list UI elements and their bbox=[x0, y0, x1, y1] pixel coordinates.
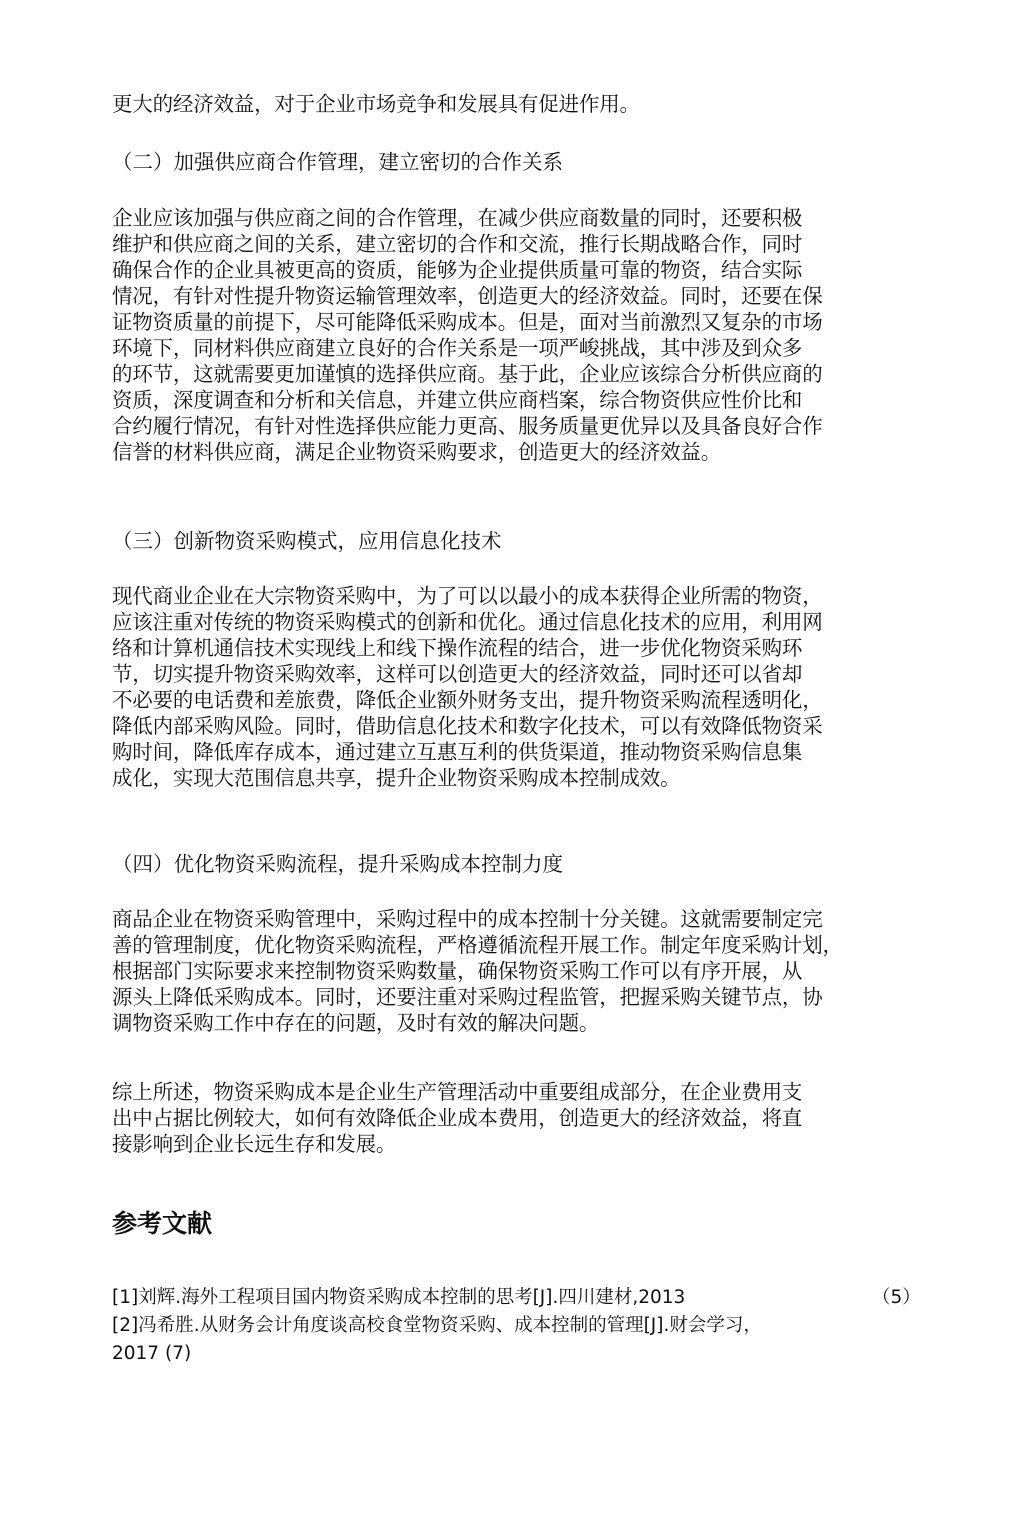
reference-item-continuation bbox=[112, 1340, 912, 1368]
section-heading-3: （三）创新物资采购模式，应用信息化技术 bbox=[112, 529, 502, 553]
section-paragraph-4 bbox=[112, 906, 843, 1036]
paragraph-line: 商品企业在物资采购管理中，采购过程中的成本控制十分关键。这就需要制定完 bbox=[112, 907, 823, 931]
paragraph-line: 资质，深度调查和分析和关信息，并建立供应商档案，综合物资供应性价比和 bbox=[112, 388, 803, 412]
paragraph-line: 现代商业企业在大宗物资采购中，为了可以以最小的成本获得企业所需的物资， bbox=[112, 584, 823, 608]
paragraph-line: 综上所述，物资采购成本是企业生产管理活动中重要组成部分，在企业费用支 bbox=[112, 1080, 803, 1104]
section-heading-2: （二）加强供应商合作管理，建立密切的合作关系 bbox=[112, 150, 563, 174]
section-paragraph-3 bbox=[112, 583, 823, 791]
paragraph-line: 源头上降低采购成本。同时，还要注重对采购过程监管，把握采购关键节点，协 bbox=[112, 985, 823, 1009]
section-paragraph-2 bbox=[112, 205, 823, 465]
paragraph-line: 购时间，降低库存成本，通过建立互惠互利的供货渠道，推动物资采购信息集 bbox=[112, 740, 803, 764]
paragraph-line: 情况，有针对性提升物资运输管理效率，创造更大的经济效益。同时，还要在保 bbox=[112, 284, 823, 308]
paragraph-line: 降低内部采购风险。同时，借助信息化技术和数字化技术，可以有效降低物资采 bbox=[112, 714, 823, 738]
paragraph-line: 环境下，同材料供应商建立良好的合作关系是一项严峻挑战，其中涉及到众多 bbox=[112, 336, 803, 360]
paragraph-line: 不必要的电话费和差旅费，降低企业额外财务支出，提升物资采购流程透明化， bbox=[112, 688, 823, 712]
reference-text: [2]冯希胜.从财务会计角度谈高校食堂物资采购、成本控制的管理[J].财会学习， bbox=[112, 1315, 762, 1336]
paragraph-line: 更大的经济效益，对于企业市场竞争和发展具有促进作用。 bbox=[112, 92, 640, 116]
paragraph-line: 出中占据比例较大，如何有效降低企业成本费用，创造更大的经济效益，将直 bbox=[112, 1106, 803, 1130]
intro-paragraph bbox=[112, 91, 640, 117]
section-heading-4: （四）优化物资采购流程，提升采购成本控制力度 bbox=[112, 852, 563, 876]
paragraph-line: 确保合作的企业具被更高的资质，能够为企业提供质量可靠的物资，结合实际 bbox=[112, 258, 803, 282]
paragraph-line: 调物资采购工作中存在的问题，及时有效的解决问题。 bbox=[112, 1011, 600, 1035]
paragraph-line: 证物资质量的前提下，尽可能降低采购成本。但是，面对当前激烈又复杂的市场 bbox=[112, 310, 823, 334]
reference-continuation: 2017 (7) bbox=[112, 1343, 192, 1364]
paragraph-line: 信誉的材料供应商，满足企业物资采购要求，创造更大的经济效益。 bbox=[112, 440, 721, 464]
paragraph-line: 络和计算机通信技术实现线上和线下操作流程的结合，进一步优化物资采购环 bbox=[112, 636, 803, 660]
paragraph-line: 成化，实现大范围信息共享，提升企业物资采购成本控制成效。 bbox=[112, 766, 681, 790]
paragraph-line: 应该注重对传统的物资采购模式的创新和优化。通过信息化技术的应用，利用网 bbox=[112, 610, 823, 634]
paragraph-line: 维护和供应商之间的关系，建立密切的合作和交流，推行长期战略合作，同时 bbox=[112, 232, 803, 256]
reference-item bbox=[112, 1284, 921, 1312]
reference-text: [1]刘辉.海外工程项目国内物资采购成本控制的思考[J].四川建材,2013 bbox=[112, 1287, 686, 1308]
paragraph-line: 接影响到企业长远生存和发展。 bbox=[112, 1132, 397, 1156]
reference-issue: （5） bbox=[872, 1287, 921, 1308]
paragraph-line: 节，切实提升物资采购效率，这样可以创造更大的经济效益，同时还可以省却 bbox=[112, 662, 803, 686]
references-list bbox=[112, 1284, 921, 1368]
paragraph-line: 善的管理制度，优化物资采购流程，严格遵循流程开展工作。制定年度采购计划， bbox=[112, 933, 843, 957]
reference-item bbox=[112, 1312, 912, 1340]
paragraph-line: 的环节，这就需要更加谨慎的选择供应商。基于此，企业应该综合分析供应商的 bbox=[112, 362, 823, 386]
paragraph-line: 企业应该加强与供应商之间的合作管理，在减少供应商数量的同时，还要积极 bbox=[112, 206, 803, 230]
paragraph-line: 合约履行情况，有针对性选择供应能力更高、服务质量更优异以及具备良好合作 bbox=[112, 414, 823, 438]
conclusion-paragraph bbox=[112, 1079, 802, 1157]
references-title: 参考文献 bbox=[112, 1209, 213, 1238]
paragraph-line: 根据部门实际要求来控制物资采购数量，确保物资采购工作可以有序开展，从 bbox=[112, 959, 803, 983]
